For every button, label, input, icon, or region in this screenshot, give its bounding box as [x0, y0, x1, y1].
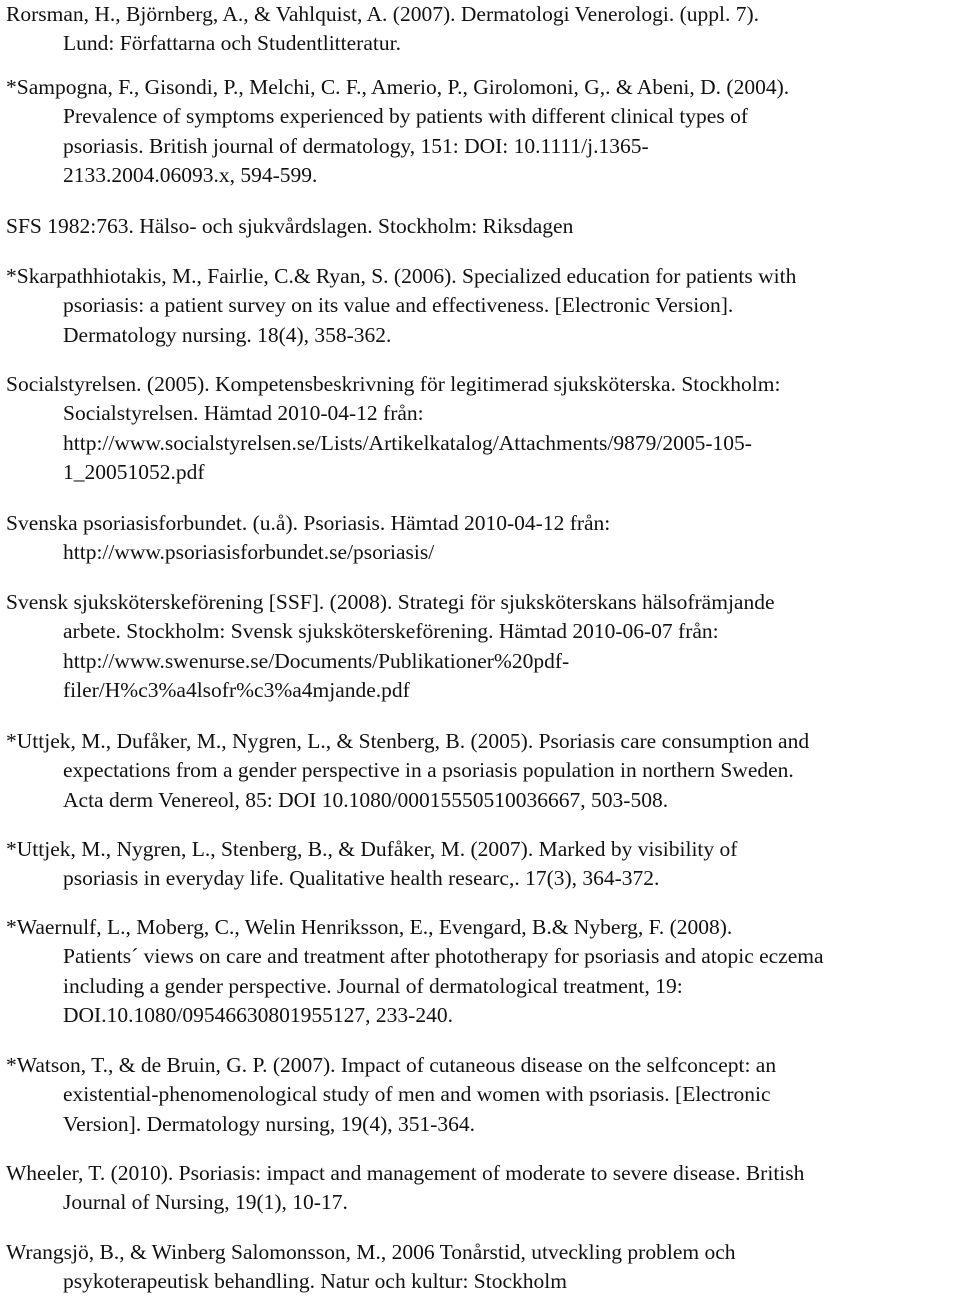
reference-line: psoriasis in everyday life. Qualitative health researc,. 17(3), 364-372. [63, 866, 660, 891]
reference-entry [6, 835, 956, 894]
reference-line: DOI.10.1080/09546630801955127, 233-240. [63, 1003, 453, 1028]
reference-line: Svensk sjuksköterskeförening [SSF]. (2008). Strategi för sjuksköterskans hälsofrämjande [6, 590, 775, 614]
reference-line: Lund: Författarna och Studentlitteratur. [63, 31, 401, 56]
reference-line: *Skarpathhiotakis, M., Fairlie, C.& Ryan, S. (2006). Specialized education for patients with [6, 264, 797, 288]
reference-line: *Waernulf, L., Moberg, C., Welin Henriksson, E., Evengard, B.& Nyberg, F. (2008). [6, 915, 733, 939]
star-marker: * [6, 264, 17, 288]
reference-line: psoriasis: a patient survey on its value and effectiveness. [Electronic Version]. [63, 293, 734, 318]
reference-entry [6, 370, 956, 488]
reference-line: psoriasis. British journal of dermatology, 151: DOI: 10.1111/j.1365- [63, 133, 649, 158]
reference-line: http://www.socialstyrelsen.se/Lists/Artikelkatalog/Attachments/9879/2005-105- [63, 430, 752, 455]
reference-line: including a gender perspective. Journal of dermatological treatment, 19: [63, 973, 683, 998]
reference-entry [6, 0, 956, 59]
reference-entry [6, 1051, 956, 1139]
reference-entry [6, 73, 956, 191]
reference-line: filer/H%c3%a4lsofr%c3%a4mjande.pdf [63, 678, 410, 703]
reference-line: Version]. Dermatology nursing, 19(4), 351-364. [63, 1111, 476, 1136]
reference-entry [6, 1238, 956, 1297]
reference-line: 1_20051052.pdf [63, 460, 205, 485]
reference-line: Acta derm Venereol, 85: DOI 10.1080/00015550510036667, 503-508. [63, 787, 669, 812]
reference-line: arbete. Stockholm: Svensk sjuksköterskeförening. Hämtad 2010-06-07 från: [63, 619, 719, 644]
reference-line: Socialstyrelsen. (2005). Kompetensbeskrivning för legitimerad sjuksköterska. Stockholm: [6, 372, 781, 396]
reference-line: Dermatology nursing. 18(4), 358-362. [63, 322, 392, 347]
star-marker: * [6, 837, 17, 861]
reference-line: 2133.2004.06093.x, 594-599. [63, 163, 318, 188]
reference-line: *Watson, T., & de Bruin, G. P. (2007). Impact of cutaneous disease on the selfconcept: an [6, 1053, 777, 1077]
reference-entry [6, 509, 956, 568]
reference-entry [6, 212, 956, 241]
reference-line: Patients´ views on care and treatment after phototherapy for psoriasis and atopic eczema [63, 944, 824, 969]
reference-line: Wrangsjö, B., & Winberg Salomonsson, M., 2006 Tonårstid, utveckling problem och [6, 1240, 736, 1264]
reference-line: *Sampogna, F., Gisondi, P., Melchi, C. F., Amerio, P., Girolomoni, G,. & Abeni, D. (2004). [6, 75, 790, 99]
reference-entry [6, 262, 956, 350]
reference-entry [6, 727, 956, 815]
reference-line: expectations from a gender perspective in a psoriasis population in northern Sweden. [63, 758, 794, 783]
reference-line: *Uttjek, M., Dufåker, M., Nygren, L., & Stenberg, B. (2005). Psoriasis care consumption and [6, 729, 810, 753]
reference-line: existential-phenomenological study of men and women with psoriasis. [Electronic [63, 1082, 771, 1107]
reference-line: Rorsman, H., Björnberg, A., & Vahlquist, A. (2007). Dermatologi Venerologi. (uppl. 7). [6, 2, 760, 26]
star-marker: * [6, 1053, 17, 1077]
star-marker: * [6, 915, 17, 939]
reference-line: Svenska psoriasisforbundet. (u.å). Psoriasis. Hämtad 2010-04-12 från: [6, 511, 611, 535]
reference-line: http://www.swenurse.se/Documents/Publikationer%20pdf- [63, 648, 570, 673]
reference-line: http://www.psoriasisforbundet.se/psoriasis/ [63, 540, 435, 565]
reference-line: Journal of Nursing, 19(1), 10-17. [63, 1190, 348, 1215]
star-marker: * [6, 729, 17, 753]
reference-line: psykoterapeutisk behandling. Natur och kultur: Stockholm [63, 1269, 567, 1294]
reference-line: SFS 1982:763. Hälso- och sjukvårdslagen. Stockholm: Riksdagen [6, 214, 574, 238]
reference-line: Prevalence of symptoms experienced by patients with different clinical types of [63, 104, 748, 129]
reference-line: *Uttjek, M., Nygren, L., Stenberg, B., & Dufåker, M. (2007). Marked by visibility of [6, 837, 738, 861]
reference-entry [6, 913, 956, 1031]
reference-entry [6, 588, 956, 706]
reference-entry [6, 1159, 956, 1218]
reference-line: Socialstyrelsen. Hämtad 2010-04-12 från: [63, 401, 424, 426]
reference-line: Wheeler, T. (2010). Psoriasis: impact and management of moderate to severe disease. British [6, 1161, 805, 1185]
star-marker: * [6, 75, 17, 99]
